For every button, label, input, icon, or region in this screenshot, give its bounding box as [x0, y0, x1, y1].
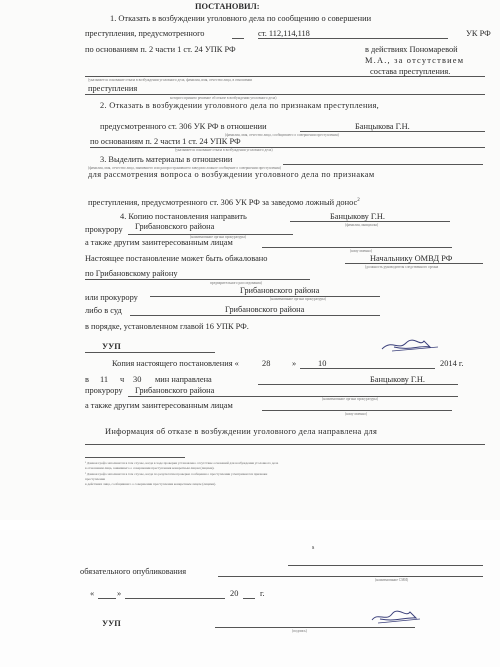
- page-mark: s: [312, 545, 315, 551]
- underline: [85, 279, 310, 280]
- underline: [262, 410, 452, 411]
- underline: [290, 221, 450, 222]
- copy3-sub: (наименование органа прокуратуры): [322, 397, 378, 401]
- p4-sub1: (фамилия, инициалы): [345, 223, 379, 227]
- copy-year: 2014 г.: [440, 359, 464, 368]
- appeal-line3a: или прокурору: [85, 293, 138, 302]
- publication-label: обязательного опубликования: [80, 567, 187, 576]
- underline: [130, 315, 380, 316]
- underline: [258, 38, 448, 39]
- appeal-line5: в порядке, установленном главой 16 УПК РФ.: [85, 322, 249, 331]
- appeal-line1a: Настоящее постановление может быть обжаловано: [85, 254, 268, 263]
- signature-2: [368, 608, 423, 626]
- p4-line1a: 4. Копию постановления направить: [120, 212, 247, 221]
- underline: [128, 396, 458, 397]
- appeal-line2: по Грибановскому району: [85, 269, 178, 278]
- underline: [90, 147, 485, 148]
- p1-line3a: по основаниям п. 2 части 1 ст. 24 УПК РФ: [85, 45, 236, 54]
- copy3-b: Грибановского района: [135, 386, 215, 395]
- p1-sub1: (указывается основание отказа в возбуждении уголовного дела, фамилия, имя, отчество лица, в отношении: [88, 78, 253, 82]
- appeal-line1b: Начальнику ОМВД РФ: [370, 254, 453, 263]
- p4-line2b: Грибановского района: [135, 222, 215, 231]
- underline: [215, 627, 415, 628]
- p2-line3: по основаниям п. 2 части 1 ст. 24 УПК РФ: [90, 137, 241, 146]
- p2-sub2: (указывается основание отказа в возбуждении уголовного дела): [175, 148, 273, 152]
- underline: [85, 94, 485, 95]
- p4-sub3: (кому именно): [350, 249, 373, 253]
- underline: [262, 247, 452, 248]
- footnote-2b: преступления: [85, 477, 105, 481]
- copy4-sub: (кому именно): [345, 412, 368, 416]
- uup-label-2: УУП: [102, 619, 121, 628]
- underline: [288, 565, 483, 566]
- underline: [300, 131, 485, 132]
- copy2-a: в: [85, 375, 89, 384]
- footnote-1: ¹ Данная графа заполняется в том случае, когда в ходе проверки установлено отсутствие оснований для возбуждения уголовного дела: [85, 461, 279, 465]
- p3-sub1: (фамилия, имя, отчество лица, заявившего или распространившего заведомо ложное сообщение о совершении преступления): [88, 166, 281, 170]
- p2-sub1: (фамилия, имя, отчество лица, сообщившего о совершении преступления): [225, 133, 339, 137]
- p1-line2b: ст. 112,114,118: [258, 29, 310, 38]
- underline: [283, 164, 483, 165]
- appeal-line4b: Грибановского района: [225, 305, 305, 314]
- appeal-line4a: либо в суд: [85, 306, 122, 315]
- footnote-1b: в отношении лица, заявившего о совершении преступления конкретным лицом (лицами).: [85, 466, 215, 470]
- p1-sub2: которого принято решение об отказе в возбуждении уголовного дела): [170, 96, 277, 100]
- copy2-b: ч: [120, 375, 125, 384]
- p3-line3: преступления, предусмотренного ст. 306 УК РФ за заведомо ложный донос$^2$: [88, 197, 360, 207]
- sign-sub: (подпись): [292, 629, 307, 633]
- footnote-2c: в действиях лица, сообщившего о совершении преступления конкретным лицом (лицами).: [85, 482, 217, 486]
- date-close: »: [117, 589, 122, 598]
- underline: [150, 296, 380, 297]
- publication-sub: (наименование СМИ): [375, 578, 409, 582]
- copy2-min: 30: [133, 375, 142, 384]
- date-g: г.: [260, 589, 265, 598]
- p4-line1b: Банцыкову Г.Н.: [330, 212, 386, 221]
- appeal-sub3: (наименование органа прокуратуры): [270, 297, 326, 301]
- p3-line2: для рассмотрения вопроса о возбуждении уголовного дела по признакам: [88, 170, 375, 179]
- underline: [232, 38, 244, 39]
- p1-line1: 1. Отказать в возбуждении уголовного дела по сообщению о совершении: [110, 14, 372, 23]
- copy-line1a: Копия настоящего постановления «: [112, 359, 239, 368]
- copy2-c: мин направлена: [155, 375, 212, 384]
- copy4: а также другим заинтересованным лицам: [85, 401, 233, 410]
- p1-line2a: преступления, предусмотренного: [85, 29, 205, 38]
- p1-line4: М.А., за отсутствием: [365, 56, 465, 65]
- underline: [258, 384, 458, 385]
- date-year: 20: [230, 589, 239, 598]
- underline: [125, 598, 225, 599]
- footnote-2: ² Данная графа заполняется в том случае, когда по результатам проверки сообщения о преступлении усматриваются признаки: [85, 472, 268, 476]
- p3-line1: 3. Выделить материалы в отношении: [100, 155, 233, 164]
- document-page-2: [0, 530, 500, 667]
- footnote-separator: [85, 457, 185, 458]
- signature-1: [380, 335, 440, 355]
- copy-day: 28: [262, 359, 271, 368]
- underline: [85, 352, 215, 353]
- p1-line5: состава преступления.: [370, 67, 451, 76]
- date-open: «: [90, 589, 95, 598]
- p2-line1: 2. Отказать в возбуждении уголовного дела по признакам преступления,: [100, 101, 380, 110]
- copy-mid: »: [292, 359, 297, 368]
- copy3-a: прокурору: [85, 386, 123, 395]
- underline: [300, 368, 435, 369]
- p1-line3b: в действиях Пономаревой: [365, 45, 458, 54]
- p1-line2c: УК РФ: [466, 29, 491, 38]
- copy2-d: Банцыкову Г.Н.: [370, 375, 426, 384]
- copy-month: 10: [318, 359, 327, 368]
- uup-label: УУП: [102, 342, 121, 351]
- p2-line2b: Банцыкова Г.Н.: [355, 122, 410, 131]
- p4-line3: а также другим заинтересованным лицам: [85, 238, 233, 247]
- underline: [98, 598, 116, 599]
- p2-line2a: предусмотренного ст. 306 УК РФ в отношении: [100, 122, 267, 131]
- appeal-line3b: Грибановского района: [240, 286, 320, 295]
- underline: [85, 76, 485, 77]
- p4-sub2: (наименование органа прокуратуры): [190, 235, 246, 239]
- appeal-sub1: (должность руководителя следственного органа: [365, 265, 439, 269]
- info-line: Информация об отказе в возбуждении уголовного дела направлена для: [105, 427, 378, 436]
- p4-line2a: прокурору: [85, 225, 123, 234]
- underline: [243, 598, 255, 599]
- appeal-sub2: предварительного расследования): [210, 281, 262, 285]
- copy2-hour: 11: [100, 375, 109, 384]
- underline: [218, 576, 483, 577]
- underline: [85, 444, 485, 445]
- p1-line6: преступления: [88, 84, 138, 93]
- underline: [345, 263, 483, 264]
- heading: ПОСТАНОВИЛ:: [195, 2, 260, 11]
